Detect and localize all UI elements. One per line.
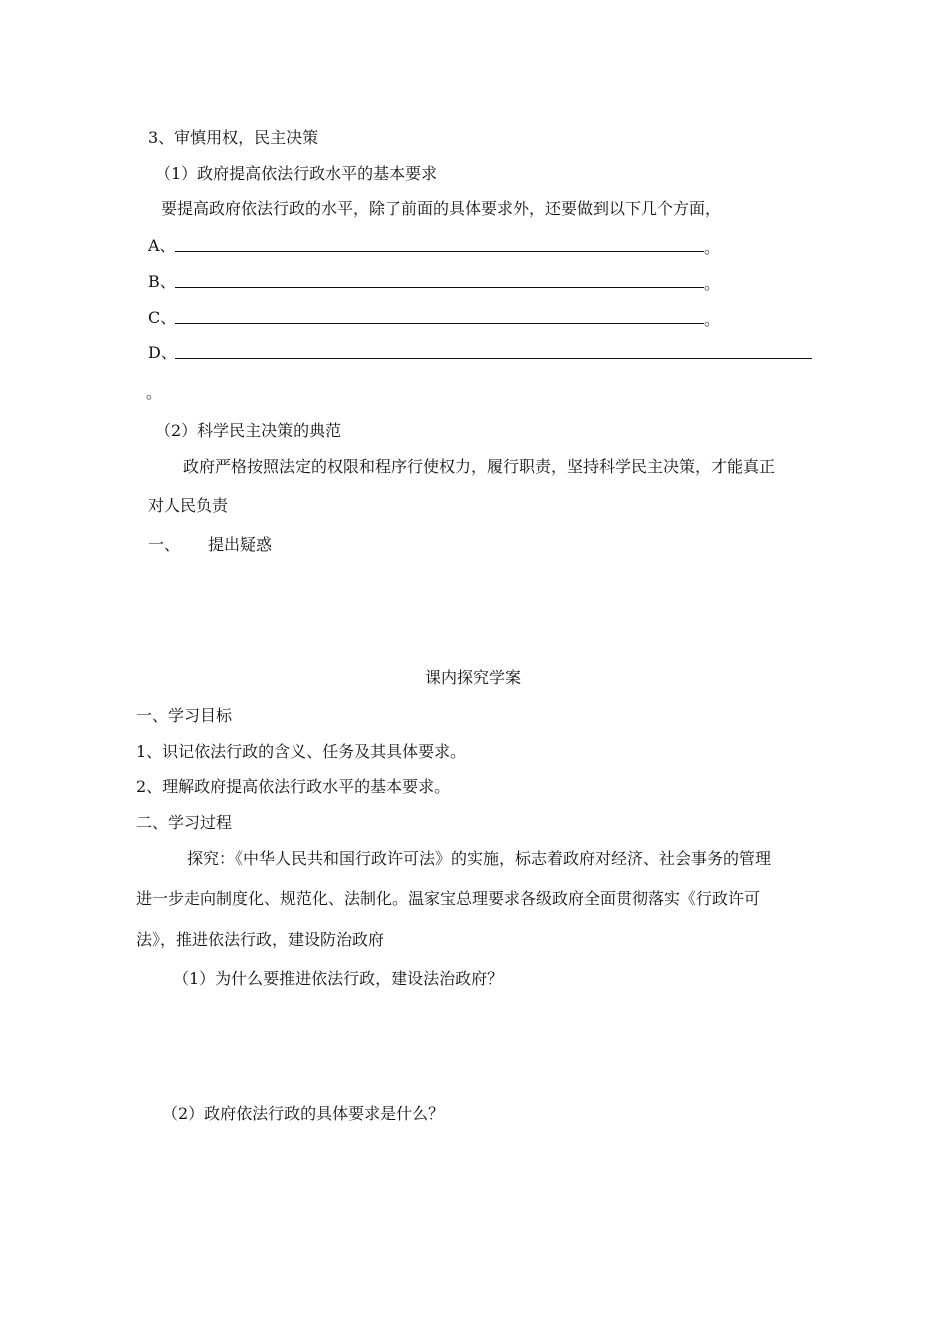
question-2: （2）政府依法行政的具体要求是什么？ bbox=[162, 1104, 445, 1123]
subsection-1-intro: 要提高政府依法行政的水平，除了前面的具体要求外，还要做到以下几个方面， bbox=[161, 199, 722, 218]
explore-line-1: 探究：《中华人民共和国行政许可法》的实施，标志着政府对经济、社会事务的管理 bbox=[187, 849, 772, 868]
doubts-number: 一、 bbox=[148, 535, 181, 554]
blank-a-label: A、 bbox=[148, 236, 176, 255]
section-3-heading: 3、审慎用权，民主决策 bbox=[148, 128, 319, 147]
blank-a-end: 。 bbox=[704, 238, 721, 257]
blank-b-line[interactable] bbox=[175, 287, 704, 288]
subsection-2-text-line1: 政府严格按照法定的权限和程序行使权力，履行职责，坚持科学民主决策，才能真正 bbox=[183, 457, 776, 476]
blank-c-label: C、 bbox=[148, 308, 177, 327]
lesson-title: 课内探究学案 bbox=[425, 668, 522, 687]
blank-c-line[interactable] bbox=[175, 323, 704, 324]
blank-d-end: 。 bbox=[146, 383, 163, 402]
question-1: （1）为什么要推进依法行政，建设法治政府？ bbox=[173, 969, 504, 988]
blank-d-line[interactable] bbox=[175, 358, 812, 359]
process-heading: 二、学习过程 bbox=[136, 813, 233, 832]
explore-line-3: 法》，推进依法行政，建设防治政府 bbox=[136, 930, 385, 949]
blank-b-end: 。 bbox=[704, 274, 721, 293]
subsection-2-title: （2）科学民主决策的典范 bbox=[155, 421, 342, 440]
goal-2: 2、理解政府提高依法行政水平的基本要求。 bbox=[136, 777, 451, 796]
subsection-2-text-line2: 对人民负责 bbox=[148, 496, 229, 515]
subsection-1-title: （1）政府提高依法行政水平的基本要求 bbox=[155, 164, 438, 183]
goals-heading: 一、学习目标 bbox=[136, 706, 233, 725]
blank-b-label: B、 bbox=[148, 272, 176, 291]
doubts-heading: 提出疑惑 bbox=[208, 535, 273, 554]
explore-line-2: 进一步走向制度化、规范化、法制化。温家宝总理要求各级政府全面贯彻落实《行政许可 bbox=[136, 889, 761, 908]
blank-a-line[interactable] bbox=[175, 251, 704, 252]
blank-c-end: 。 bbox=[704, 310, 721, 329]
blank-d-label: D、 bbox=[148, 343, 177, 362]
goal-1: 1、识记依法行政的含义、任务及其具体要求。 bbox=[136, 742, 467, 761]
